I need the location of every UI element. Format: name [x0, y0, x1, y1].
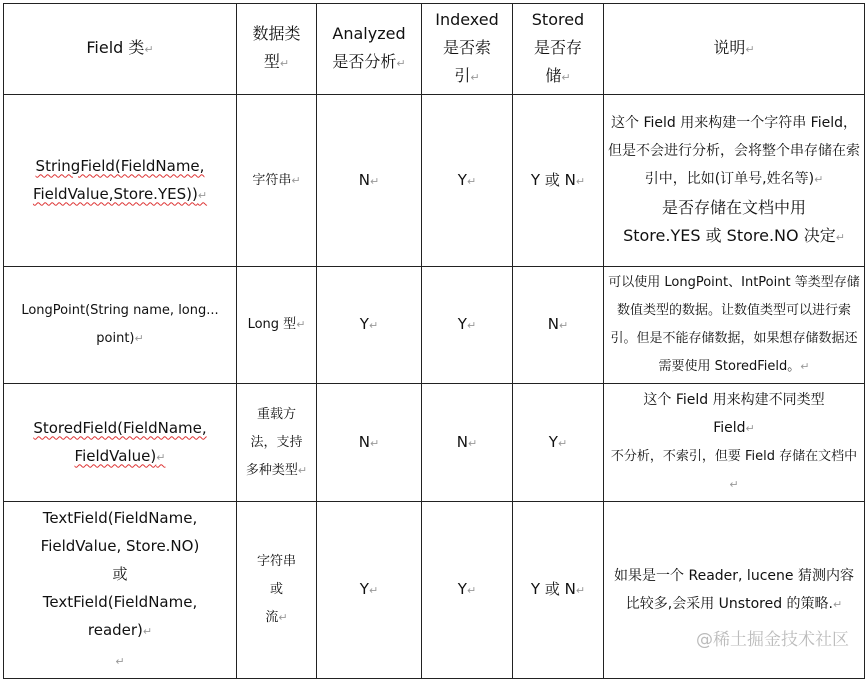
stored-cell: Y 或 N ↵ [513, 502, 604, 679]
description-cell: 如果是一个 Reader, lucene 猜测内容比较多,会采用 Unstored 的策略. ↵ [604, 502, 865, 679]
analyzed-cell: Y ↵ [317, 267, 422, 384]
description-cell: 这个 Field 用来构建一个字符串 Field，但是不会进行分析，会将整个串存储在索引中，比如(订单号,姓名等) ↵ 是否存储在文档中用 Store.YES 或 Store.NO 决定 ↵ [604, 95, 865, 267]
header-indexed: Indexed 是否索 引 ↵ [422, 4, 513, 95]
description-cell: 可以使用 LongPoint、IntPoint 等类型存储数值类型的数据。让数值类型可以进行索引。但是不能存储数据，如果想存储数据还需要使用 StoredField。 ↵ [604, 267, 865, 384]
table-row [4, 384, 865, 502]
field-class-cell: StringField(FieldName, FieldValue,Store.YES)) ↵ [4, 95, 237, 267]
indexed-cell: Y ↵ [422, 502, 513, 679]
field-types-table [3, 3, 865, 679]
header-data-type: 数据类 型 ↵ [237, 4, 317, 95]
description-cell: 这个 Field 用来构建不同类型 Field ↵ 不分析，不索引，但要 Field 存储在文档中 ↵ [604, 384, 865, 502]
data-type-cell: Long 型 ↵ [237, 267, 317, 384]
watermark: @稀土掘金技术社区 [696, 630, 849, 650]
indexed-cell: Y ↵ [422, 267, 513, 384]
stored-cell: Y ↵ [513, 384, 604, 502]
field-class-cell: TextField(FieldName, FieldValue, Store.NO) 或 TextField(FieldName, reader) ↵ ↵ [4, 502, 237, 679]
table-row [4, 95, 865, 267]
data-type-cell: 重载方 法，支持 多种类型 ↵ [237, 384, 317, 502]
analyzed-cell: N ↵ [317, 95, 422, 267]
header-analyzed: Analyzed 是否分析 ↵ [317, 4, 422, 95]
header-stored: Stored 是否存 储 ↵ [513, 4, 604, 95]
field-class-cell: LongPoint(String name, long... point) ↵ [4, 267, 237, 384]
field-class-cell: StoredField(FieldName, FieldValue) ↵ [4, 384, 237, 502]
indexed-cell: Y ↵ [422, 95, 513, 267]
header-description: 说明 ↵ [604, 4, 865, 95]
analyzed-cell: N ↵ [317, 384, 422, 502]
header-field-class: Field 类 ↵ [4, 4, 237, 95]
stored-cell: Y 或 N ↵ [513, 95, 604, 267]
stored-cell: N ↵ [513, 267, 604, 384]
data-type-cell: 字符串 或 流 ↵ [237, 502, 317, 679]
table-row [4, 502, 865, 679]
data-type-cell: 字符串 ↵ [237, 95, 317, 267]
table-row [4, 267, 865, 384]
header-row [4, 4, 865, 95]
analyzed-cell: Y ↵ [317, 502, 422, 679]
indexed-cell: N ↵ [422, 384, 513, 502]
